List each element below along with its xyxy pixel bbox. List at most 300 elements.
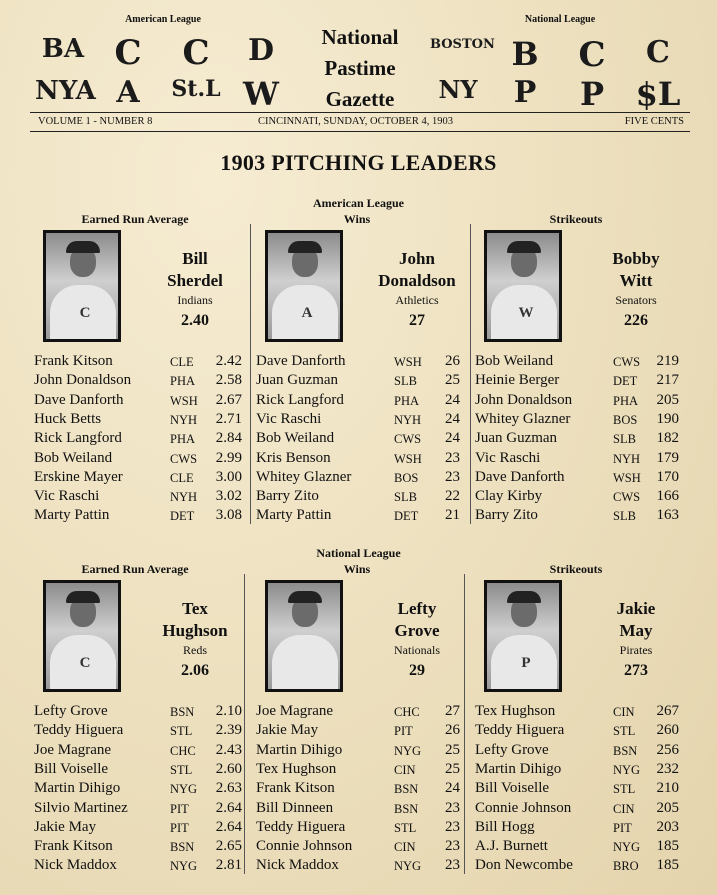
leaderboard-row — [256, 372, 462, 391]
stat-value: 2.71 — [215, 410, 242, 427]
team-abbr: DET — [170, 509, 195, 524]
stat-value: 23 — [445, 449, 460, 466]
leaderboard-row — [34, 353, 242, 372]
leader-team: Nationals — [394, 643, 440, 657]
category-leader — [135, 598, 255, 682]
leader-first-name: Lefty — [397, 599, 437, 618]
team-logo-icon: B — [511, 35, 539, 73]
leaderboard-row — [34, 800, 242, 819]
leader-value: 27 — [409, 312, 425, 329]
leader-team: Indians — [177, 293, 213, 307]
cap — [288, 591, 322, 603]
player-name: Jakie May — [256, 722, 319, 739]
leaderboard-row — [256, 430, 462, 449]
stat-value: 25 — [445, 760, 460, 777]
team-logo-icon: NYA — [35, 76, 96, 106]
team-abbr: CWS — [394, 432, 422, 447]
stat-value: 232 — [656, 760, 679, 777]
team-logo-icon: St.L — [171, 76, 221, 102]
player-name: Silvio Martinez — [34, 799, 128, 816]
team-abbr: NYG — [613, 840, 641, 855]
player-name: Bill Voiselle — [475, 780, 550, 797]
team-abbr: PHA — [170, 432, 196, 447]
stat-value: 205 — [656, 799, 679, 816]
player-photo — [43, 230, 121, 342]
player-name: Frank Kitson — [34, 838, 113, 855]
team-abbr: BSN — [170, 705, 195, 719]
player-name: Marty Pattin — [256, 507, 332, 524]
title-line: Gazette — [325, 87, 395, 111]
team-abbr: PHA — [394, 393, 420, 408]
stat-value: 190 — [656, 410, 679, 427]
leaderboard-row — [256, 780, 462, 799]
player-name: Nick Maddox — [34, 857, 117, 874]
player-name: Martin Dihigo — [256, 741, 343, 758]
team-logo-icon: BA — [41, 34, 85, 64]
team-logo-icon: A — [116, 75, 140, 110]
stat-value: 3.08 — [215, 507, 242, 524]
newspaper-title — [300, 22, 420, 115]
player-name: A.J. Burnett — [475, 838, 548, 855]
team-abbr: BSN — [394, 782, 419, 797]
leaderboard-row — [475, 353, 681, 372]
player-photo — [265, 580, 343, 692]
team-abbr: NYG — [613, 762, 641, 777]
team-abbr: BSN — [170, 840, 195, 855]
leaderboard-row — [256, 722, 462, 741]
leaderboard-row — [256, 742, 462, 761]
jersey-logo: W — [518, 305, 534, 321]
team-abbr: CHC — [170, 743, 196, 758]
team-abbr: PIT — [170, 820, 189, 835]
stat-value: 185 — [656, 857, 679, 874]
team-abbr: NYG — [394, 859, 422, 874]
team-abbr: BOS — [394, 470, 419, 485]
leaderboard-row — [34, 507, 242, 526]
leader-last-name: Grove — [394, 621, 440, 640]
team-abbr: WSH — [613, 470, 641, 485]
leaderboard-row — [34, 450, 242, 469]
team-abbr: PIT — [394, 724, 413, 739]
leader-value: 29 — [409, 662, 425, 679]
stat-value: 203 — [656, 818, 679, 835]
player-photo — [265, 230, 343, 342]
team-abbr: CLE — [170, 470, 194, 485]
team-abbr: CIN — [394, 762, 416, 777]
player-name: Whitey Glazner — [475, 410, 571, 427]
category-leader — [357, 598, 477, 682]
team-abbr: CIN — [613, 705, 635, 719]
category-leader — [576, 598, 696, 682]
stat-value: 26 — [445, 722, 460, 739]
leader-first-name: Tex — [182, 599, 208, 618]
leaderboard-row — [34, 703, 242, 722]
leader-first-name: Jakie — [616, 599, 656, 618]
stat-value: 24 — [445, 410, 460, 427]
player-name: Juan Guzman — [256, 372, 339, 389]
leaderboard-row — [475, 488, 681, 507]
leaderboard-row — [34, 857, 242, 876]
category-leader — [576, 248, 696, 332]
player-name: Heinie Berger — [475, 372, 560, 389]
player-name: Rick Langford — [34, 430, 122, 447]
team-logo-icon: C — [182, 33, 210, 73]
category-title: Earned Run Average — [81, 212, 189, 226]
title-line: Pastime — [324, 56, 396, 80]
category-title: Earned Run Average — [81, 562, 189, 576]
stat-value: 260 — [656, 722, 679, 739]
team-abbr: NYH — [170, 412, 198, 427]
team-abbr: SLB — [394, 490, 417, 505]
player-name: Dave Danforth — [34, 391, 124, 408]
team-abbr: WSH — [394, 451, 422, 466]
masthead-rule-top — [30, 112, 690, 113]
stat-value: 256 — [656, 741, 679, 758]
team-abbr: CIN — [394, 840, 416, 855]
stat-value: 2.10 — [215, 703, 242, 719]
leaderboard-row — [34, 430, 242, 449]
player-name: Frank Kitson — [256, 780, 335, 797]
leaderboard-row — [256, 507, 462, 526]
team-abbr: DET — [613, 374, 638, 389]
stat-value: 217 — [656, 372, 679, 389]
player-name: Rick Langford — [256, 391, 344, 408]
team-abbr: CLE — [170, 355, 194, 369]
leaderboard-row — [34, 761, 242, 780]
player-name: Joe Magrane — [34, 741, 112, 758]
stat-value: 2.63 — [215, 780, 242, 797]
cap — [66, 591, 100, 603]
team-logo-icon: $L — [635, 75, 681, 113]
team-abbr: NYH — [613, 451, 641, 466]
cap — [507, 591, 541, 603]
leaderboard-row — [475, 722, 681, 741]
stat-value: 179 — [656, 449, 679, 466]
leader-value: 2.40 — [181, 312, 209, 329]
team-abbr: SLB — [613, 432, 636, 447]
leader-value: 226 — [624, 312, 648, 329]
stat-value: 23 — [445, 857, 460, 874]
stat-value: 3.02 — [215, 488, 242, 505]
team-abbr: CIN — [613, 801, 635, 816]
leaderboard-row — [256, 469, 462, 488]
player-name: Vic Raschi — [34, 488, 100, 505]
player-name: Barry Zito — [475, 507, 538, 524]
category-title: Wins — [343, 212, 371, 226]
leaderboard-row — [475, 430, 681, 449]
stat-value: 2.64 — [215, 799, 242, 816]
stat-value: 24 — [445, 391, 460, 408]
stat-value: 166 — [656, 488, 679, 505]
player-name: Lefty Grove — [475, 741, 549, 758]
page-headline: 1903 PITCHING LEADERS — [220, 150, 497, 175]
player-name: Erskine Mayer — [34, 468, 123, 485]
category-title: Strikeouts — [549, 212, 603, 226]
team-logo-icon: NY — [438, 75, 478, 104]
leaderboard-row — [256, 353, 462, 372]
leader-value: 2.06 — [181, 662, 209, 679]
team-logo-icon: C — [578, 35, 606, 75]
stat-value: 210 — [656, 780, 679, 797]
league-title: National League — [316, 546, 401, 560]
player-name: Huck Betts — [34, 410, 102, 427]
team-abbr: BOS — [613, 412, 638, 427]
info-bar — [30, 116, 690, 130]
player-name: Juan Guzman — [475, 430, 558, 447]
team-abbr: STL — [394, 820, 417, 835]
team-abbr: BSN — [394, 801, 419, 816]
team-logo-icon: W — [243, 75, 279, 113]
player-photo — [484, 580, 562, 692]
leaderboard-row — [475, 450, 681, 469]
stat-value: 2.81 — [215, 857, 242, 874]
leaderboard-row — [475, 372, 681, 391]
leaderboard-row — [256, 819, 462, 838]
stat-value: 2.65 — [215, 838, 242, 855]
jersey-logo: C — [79, 655, 91, 671]
team-logo-icon: BOSTON — [430, 37, 495, 52]
leaderboard-row — [34, 469, 242, 488]
player-name: Connie Johnson — [256, 838, 353, 855]
player-name: Bill Dinneen — [256, 799, 334, 816]
leaderboard-row — [475, 392, 681, 411]
stat-value: 267 — [656, 703, 679, 719]
leaderboard-row — [256, 392, 462, 411]
category-leader — [135, 248, 255, 332]
stat-value: 25 — [445, 741, 460, 758]
team-abbr: STL — [170, 762, 193, 777]
stat-value: 2.60 — [215, 760, 242, 777]
player-name: Clay Kirby — [475, 488, 543, 505]
stat-value: 2.39 — [215, 722, 242, 739]
player-name: Connie Johnson — [475, 799, 572, 816]
title-line: National — [321, 25, 399, 49]
leaderboard-row — [256, 857, 462, 876]
leaderboard-row — [256, 411, 462, 430]
team-abbr: WSH — [394, 355, 422, 369]
stat-value: 23 — [445, 818, 460, 835]
leaderboard-row — [34, 722, 242, 741]
leader-last-name: May — [619, 621, 653, 640]
team-abbr: NYH — [394, 412, 422, 427]
leaderboard-row — [256, 703, 462, 722]
jersey-logo: C — [79, 305, 91, 321]
team-logo-icon: C — [646, 35, 670, 70]
team-abbr: NYG — [394, 743, 422, 758]
leader-team: Pirates — [619, 643, 653, 657]
player-name: Frank Kitson — [34, 353, 113, 369]
leaderboard-row — [475, 703, 681, 722]
leaderboard-row — [256, 761, 462, 780]
team-abbr: PHA — [613, 393, 639, 408]
stat-value: 205 — [656, 391, 679, 408]
stat-value: 2.64 — [215, 818, 242, 835]
team-abbr: NYH — [170, 490, 198, 505]
leaderboard-row — [475, 507, 681, 526]
team-abbr: WSH — [170, 393, 198, 408]
player-name: Kris Benson — [256, 449, 331, 466]
leader-last-name: Hughson — [162, 621, 228, 640]
team-logo-icon: C — [114, 33, 142, 73]
stat-value: 170 — [656, 468, 679, 485]
player-name: John Donaldson — [34, 372, 132, 389]
volume-number: VOLUME 1 - NUMBER 8 — [38, 116, 153, 127]
stat-value: 23 — [445, 468, 460, 485]
stat-value: 2.43 — [215, 741, 242, 758]
player-name: Teddy Higuera — [34, 722, 124, 739]
player-name: Martin Dihigo — [34, 780, 121, 797]
category-title: Strikeouts — [549, 562, 603, 576]
leader-first-name: Bobby — [612, 249, 660, 268]
player-name: Jakie May — [34, 818, 97, 835]
stat-value: 27 — [445, 703, 460, 719]
leaderboard-row — [256, 838, 462, 857]
leader-last-name: Donaldson — [378, 271, 456, 290]
team-abbr: CWS — [613, 355, 641, 369]
team-abbr: CHC — [394, 705, 420, 719]
leaderboard-row — [475, 780, 681, 799]
leaderboard-row — [34, 411, 242, 430]
team-abbr: CWS — [613, 490, 641, 505]
player-name: Dave Danforth — [256, 353, 346, 369]
stat-value: 3.00 — [215, 468, 242, 485]
player-name: Teddy Higuera — [475, 722, 565, 739]
stat-value: 2.42 — [215, 353, 242, 369]
price: FIVE CENTS — [624, 116, 684, 127]
leader-last-name: Sherdel — [167, 271, 223, 290]
masthead-rule-bottom — [30, 131, 690, 132]
player-name: Tex Hughson — [256, 760, 337, 777]
leaderboard-row — [256, 488, 462, 507]
team-abbr: PIT — [613, 820, 632, 835]
leader-team: Athletics — [395, 293, 439, 307]
player-name: Vic Raschi — [256, 410, 322, 427]
cap — [288, 241, 322, 253]
team-abbr: BRO — [613, 859, 639, 874]
stat-value: 24 — [445, 780, 460, 797]
player-name: Bill Hogg — [475, 818, 535, 835]
stat-value: 21 — [445, 507, 460, 524]
stat-value: 219 — [656, 353, 679, 369]
team-abbr: SLB — [394, 374, 417, 389]
stat-value: 2.67 — [215, 391, 242, 408]
leader-team: Senators — [615, 293, 657, 307]
player-name: Whitey Glazner — [256, 468, 352, 485]
stat-value: 25 — [445, 372, 460, 389]
player-name: Bob Weiland — [256, 430, 335, 447]
leaderboard-row — [475, 800, 681, 819]
jersey-logo: A — [301, 305, 313, 321]
stat-value: 2.84 — [215, 430, 242, 447]
stat-value: 23 — [445, 799, 460, 816]
leaderboard-row — [34, 488, 242, 507]
player-name: Barry Zito — [256, 488, 319, 505]
stat-value: 185 — [656, 838, 679, 855]
jersey-logo: P — [521, 655, 531, 671]
player-name: Tex Hughson — [475, 703, 556, 719]
leaderboard-row — [34, 372, 242, 391]
dateline: CINCINNATI, SUNDAY, OCTOBER 4, 1903 — [258, 116, 453, 127]
stat-value: 2.99 — [215, 449, 242, 466]
stat-value: 26 — [445, 353, 460, 369]
al-header: American League — [125, 14, 201, 25]
leader-last-name: Witt — [619, 271, 653, 290]
player-name: Marty Pattin — [34, 507, 110, 524]
leaderboard-row — [475, 761, 681, 780]
leaderboard-row — [256, 800, 462, 819]
player-name: Martin Dihigo — [475, 760, 562, 777]
team-abbr: SLB — [613, 509, 636, 524]
nl-header: National League — [524, 14, 596, 25]
category-leader — [357, 248, 477, 332]
cap — [66, 241, 100, 253]
player-photo — [484, 230, 562, 342]
team-abbr: STL — [613, 724, 636, 739]
team-abbr: CWS — [170, 451, 198, 466]
leaderboard-row — [475, 411, 681, 430]
player-name: Nick Maddox — [256, 857, 339, 874]
player-name: Bill Voiselle — [34, 760, 109, 777]
stat-value: 24 — [445, 430, 460, 447]
team-abbr: NYG — [170, 859, 198, 874]
stat-value: 163 — [656, 507, 679, 524]
team-logo-icon: D — [247, 33, 274, 68]
leaderboard-row — [34, 838, 242, 857]
leader-first-name: John — [399, 249, 435, 268]
stat-value: 23 — [445, 838, 460, 855]
leaderboard-row — [34, 780, 242, 799]
player-name: Lefty Grove — [34, 703, 108, 719]
stat-value: 182 — [656, 430, 679, 447]
player-name: Dave Danforth — [475, 468, 565, 485]
player-name: Bob Weiland — [475, 353, 554, 369]
leaderboard-row — [475, 838, 681, 857]
team-abbr: BSN — [613, 743, 638, 758]
team-abbr: STL — [170, 724, 193, 739]
team-logo-icon: P — [579, 75, 605, 113]
player-name: Vic Raschi — [475, 449, 541, 466]
leaderboard-row — [475, 857, 681, 876]
team-abbr: PHA — [170, 374, 196, 389]
stat-value: 2.58 — [215, 372, 242, 389]
team-abbr: STL — [613, 782, 636, 797]
category-title: Wins — [343, 562, 371, 576]
leaderboard-row — [256, 450, 462, 469]
leader-value: 273 — [624, 662, 648, 679]
team-logo-icon: P — [513, 75, 537, 110]
leader-team: Reds — [183, 643, 207, 657]
leader-first-name: Bill — [182, 249, 208, 268]
player-name: John Donaldson — [475, 391, 573, 408]
leaderboard-row — [475, 742, 681, 761]
stat-value: 22 — [445, 488, 460, 505]
team-abbr: NYG — [170, 782, 198, 797]
leaderboard-row — [34, 742, 242, 761]
leaderboard-row — [475, 819, 681, 838]
team-abbr: DET — [394, 509, 419, 524]
cap — [507, 241, 541, 253]
player-name: Joe Magrane — [256, 703, 334, 719]
jersey — [272, 635, 338, 692]
leaderboard-row — [34, 819, 242, 838]
league-title: American League — [313, 196, 404, 210]
player-name: Bob Weiland — [34, 449, 113, 466]
leaderboard-row — [475, 469, 681, 488]
team-abbr: PIT — [170, 801, 189, 816]
player-name: Teddy Higuera — [256, 818, 346, 835]
player-name: Don Newcombe — [475, 857, 573, 874]
player-photo — [43, 580, 121, 692]
